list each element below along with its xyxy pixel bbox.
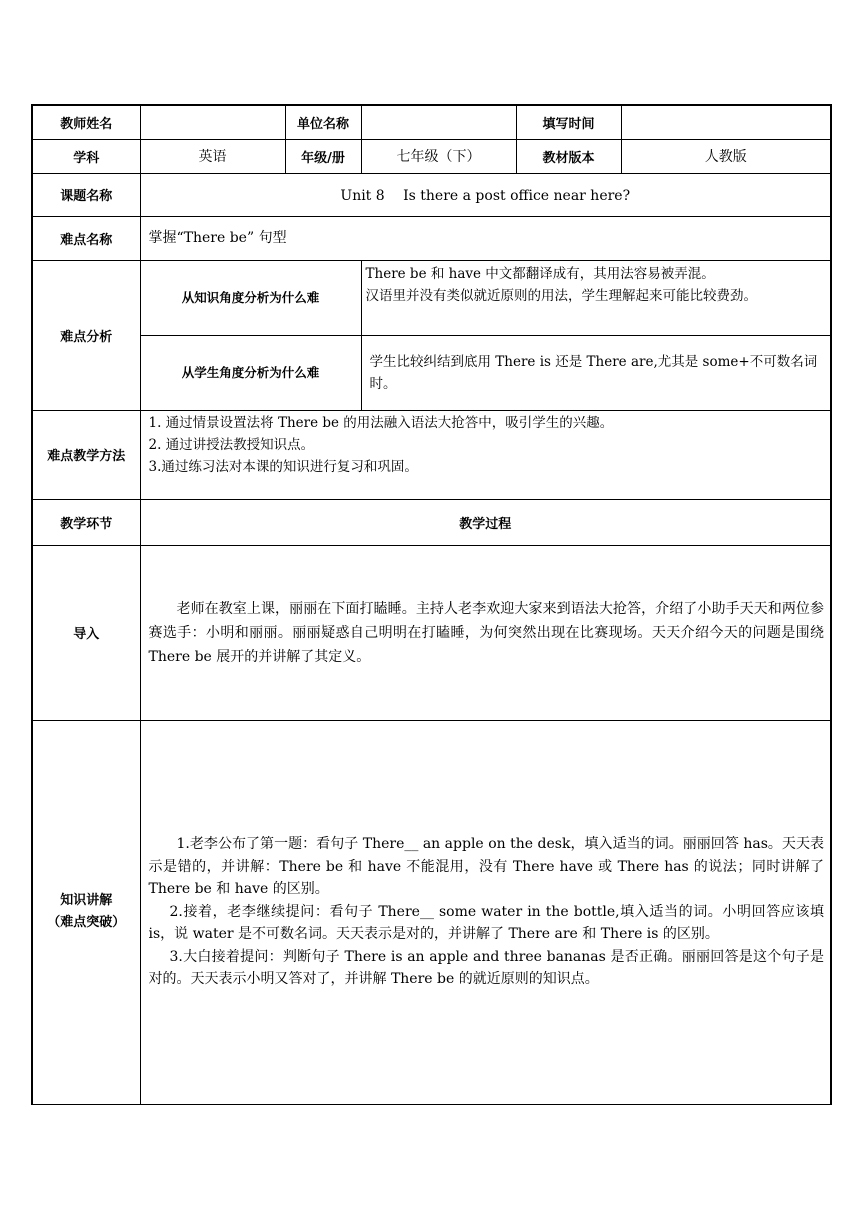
knowledge-line-2: 汉语里并没有类似就近原则的用法，学生理解起来可能比较费劲。 (365, 287, 757, 304)
student-angle-text: 学生比较纠结到底用 There is 还是 There are,尤其是 some+不可数名词时。 (361, 335, 831, 410)
knowledge-row (32, 720, 831, 1104)
method-line-2: 2. 通过讲授法教授知识点。 (148, 436, 315, 453)
teacher-name-label: 教师姓名 (32, 105, 140, 139)
lesson-plan-sheet (31, 104, 830, 1105)
difficulty-label: 难点名称 (32, 216, 140, 260)
knowledge-paragraph-2: 2.接着，老李继续提问：看句子 There__ some water in the bottle,填入适当的词。小明回答应该填 is，说 water 是不可数名词。天天表示是对的，并讲解了 There are 和 There is 的区别。 (148, 903, 824, 943)
info-row-1 (32, 105, 831, 139)
analysis-student-row (32, 335, 831, 410)
difficulty-row (32, 216, 831, 260)
topic-row (32, 173, 831, 216)
edition-label: 教材版本 (516, 139, 621, 173)
stage-header: 教学环节 (32, 499, 140, 545)
lesson-plan-table (31, 104, 832, 1105)
intro-row (32, 545, 831, 720)
difficulty-value: 掌握“There be” 句型 (140, 216, 831, 260)
knowledge-paragraph-3: 3.大白接着提问：判断句子 There is an apple and three bananas 是否正确。丽丽回答是这个句子是对的。天天表示小明又答对了，并讲解 There be 的就近原则的知识点。 (148, 948, 824, 988)
knowledge-line-1: There be 和 have 中文都翻译成有，其用法容易被弄混。 (365, 265, 715, 282)
knowledge-text (140, 720, 831, 1104)
knowledge-label-line-2: （难点突破） (47, 915, 126, 930)
grade-label: 年级/册 (285, 139, 361, 173)
methods-row (32, 410, 831, 499)
analysis-label: 难点分析 (32, 260, 140, 410)
teacher-name-value (140, 105, 285, 139)
knowledge-angle-text (361, 260, 831, 335)
knowledge-label (32, 720, 140, 1104)
method-line-1: 1. 通过情景设置法将 There be 的用法融入语法大抢答中，吸引学生的兴趣。 (148, 414, 614, 431)
edition-value: 人教版 (621, 139, 831, 173)
knowledge-paragraph-1: 1.老李公布了第一题：看句子 There__ an apple on the desk，填入适当的词。丽丽回答 has。天天表示是错的，并讲解：There be 和 have 不能混用，没有 There have 或 There has 的说法；同时讲解了 There be 和 have 的区别。 (148, 836, 824, 898)
unit-name-value (361, 105, 516, 139)
info-row-2 (32, 139, 831, 173)
intro-text: 老师在教室上课，丽丽在下面打瞌睡。主持人老李欢迎大家来到语法大抢答，介绍了小助手天天和两位参赛选手：小明和丽丽。丽丽疑惑自己明明在打瞌睡，为何突然出现在比赛现场。天天介绍今天的问题是围绕 There be 展开的并讲解了其定义。 (140, 545, 831, 720)
intro-label: 导入 (32, 545, 140, 720)
subject-value: 英语 (140, 139, 285, 173)
unit-name-label: 单位名称 (285, 105, 361, 139)
fill-time-value (621, 105, 831, 139)
methods-text (140, 410, 831, 499)
student-angle-label: 从学生角度分析为什么难 (140, 335, 361, 410)
topic-label: 课题名称 (32, 173, 140, 216)
method-line-3: 3.通过练习法对本课的知识进行复习和巩固。 (148, 458, 418, 475)
process-header-row (32, 499, 831, 545)
analysis-knowledge-row (32, 260, 831, 335)
methods-label: 难点教学方法 (32, 410, 140, 499)
knowledge-angle-label: 从知识角度分析为什么难 (140, 260, 361, 335)
fill-time-label: 填写时间 (516, 105, 621, 139)
subject-label: 学科 (32, 139, 140, 173)
grade-value: 七年级（下） (361, 139, 516, 173)
knowledge-label-line-1: 知识讲解 (60, 893, 113, 908)
topic-value: Unit 8 Is there a post office near here? (140, 173, 831, 216)
process-header: 教学过程 (140, 499, 831, 545)
